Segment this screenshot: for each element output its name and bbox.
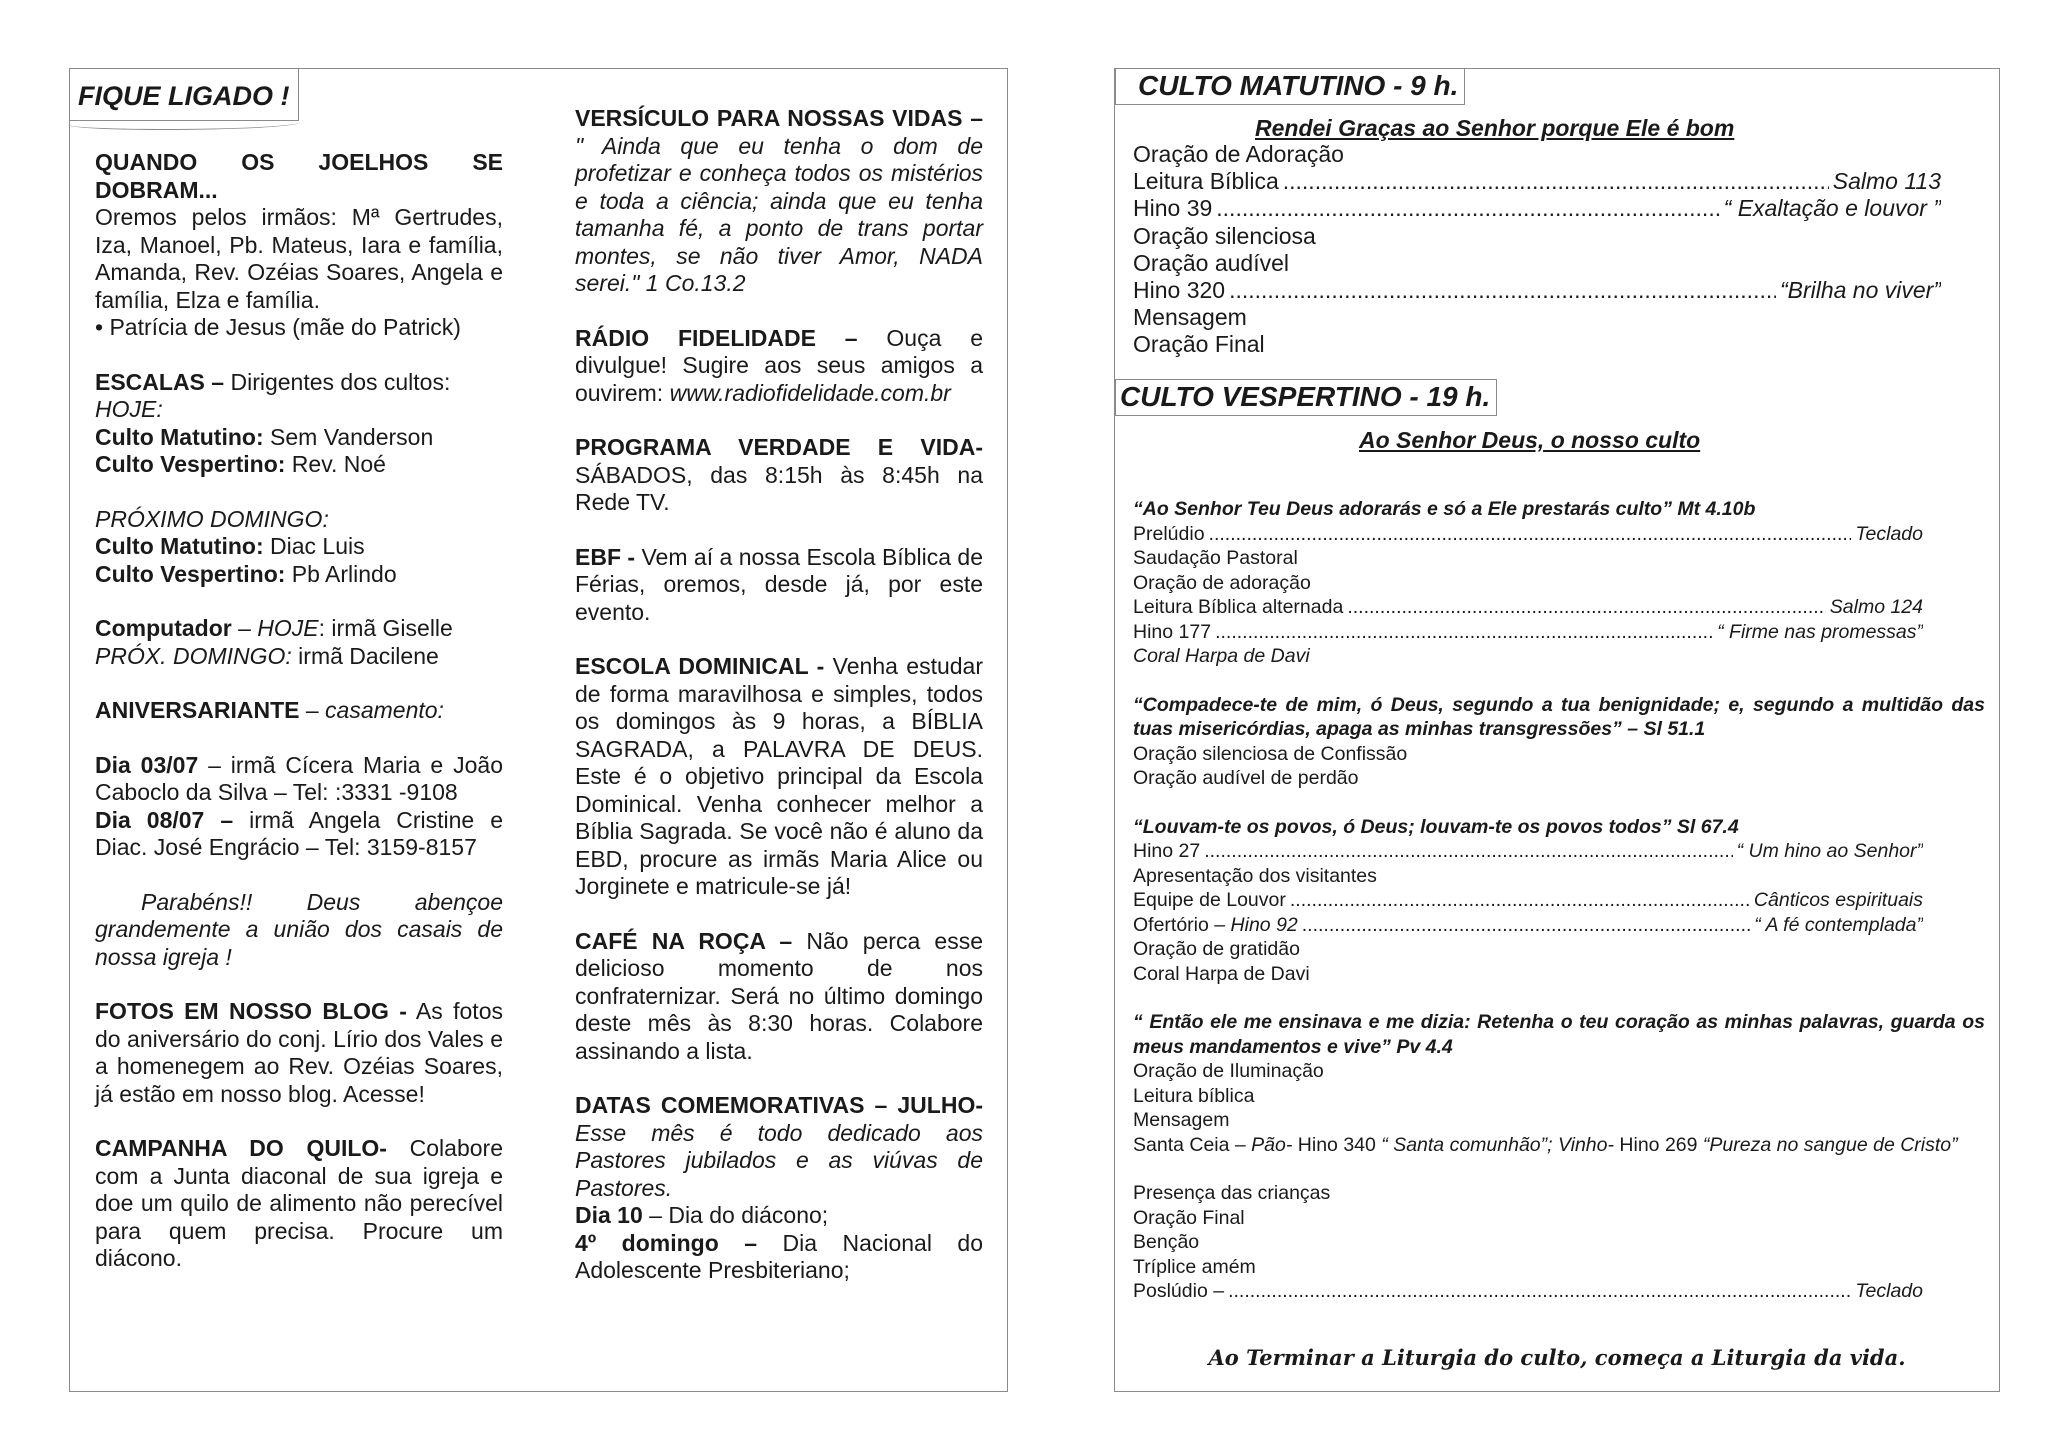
radio-fidelidade: RÁDIO FIDELIDADE – Ouça e divulgue! Sugire aos seus amigos a ouvirem: www.radiofidelidade.com.br xyxy=(575,324,984,406)
culto-matutino-list xyxy=(1133,141,1985,359)
vespertino-hoje: Culto Vespertino: Rev. Noé xyxy=(95,451,386,477)
matutino-item: Hino 320 ..... “Brilha no viver” xyxy=(1133,277,1941,304)
campanha-quilo: CAMPANHA DO QUILO- Colabore com a Junta diaconal de sua igreja e doe um quilo de alimento não perecível para quem precisa. Procure um diácono. xyxy=(95,1135,503,1271)
matutino-item: Mensagem xyxy=(1133,304,1247,331)
culto-matutino-theme: Rendei Graças ao Senhor porque Ele é bom xyxy=(1255,115,1735,141)
escalas: ESCALAS – Dirigentes dos cultos: xyxy=(95,368,451,395)
vespertino-item: Prelúdio ..... Teclado xyxy=(1133,522,1923,547)
computador-hoje: Computador – HOJE: irmã Giselle xyxy=(95,615,453,641)
vespertino-item: Oração Final xyxy=(1133,1206,1245,1229)
vespertino-item: Hino 177 ..... “ Firme nas promessas” xyxy=(1133,620,1923,645)
matutino-item: Leitura Bíblica ..... Salmo 113 xyxy=(1133,168,1941,195)
escola-dominical: ESCOLA DOMINICAL - Venha estudar de forma maravilhosa e simples, todos os domingos às 9 horas, a BÍBLIA SAGRADA, a PALAVRA DE DEUS. Este é o objetivo principal da Escola Dominical. Venha conhecer melhor a Bíblia Sagrada. Se você não é aluno da EBD, procure as irmãs Maria Alice ou Jorginete e matricule-se já! xyxy=(575,653,983,899)
vespertino-item: Ofertório – Hino 92 ..... “ A fé contemplada” xyxy=(1133,913,1923,938)
vespertino-item: Mensagem xyxy=(1133,1109,1230,1131)
matutino-item: Hino 39 ..... “ Exaltação e louvor ” xyxy=(1133,195,1941,222)
escalas-hoje: HOJE: xyxy=(95,396,163,422)
vespertino-item: Apresentação dos visitantes xyxy=(1133,864,1377,887)
coral-1: Coral Harpa de Davi xyxy=(1133,645,1310,667)
vespertino-item: Equipe de Louvor ..... Cânticos espirituais xyxy=(1133,888,1923,913)
fique-ligado-title: FIQUE LIGADO ! xyxy=(70,69,299,121)
culto-vespertino-theme: Ao Senhor Deus, o nosso culto xyxy=(1359,427,1701,453)
joelhos-text: Oremos pelos irmãos: Mª Gertrudes, Iza, Manoel, Pb. Mateus, Iara e família, Amanda, Rev. Ozéias Soares, Angela e família, Elza e família. xyxy=(95,204,503,313)
culto-matutino-title: CULTO MATUTINO - 9 h. xyxy=(1115,69,1465,105)
left-column-1 xyxy=(95,149,503,1273)
closing-line: Ao Terminar a Liturgia do culto, começa a Liturgia da vida. xyxy=(1208,1345,1906,1370)
matutino-item: Oração Final xyxy=(1133,331,1265,358)
aniversariante: ANIVERSARIANTE – casamento: xyxy=(95,697,444,723)
vespertino-item: Oração de gratidão xyxy=(1133,938,1300,960)
quote-3: “Louvam-te os povos, ó Deus; louvam-te os povos todos” Sl 67.4 xyxy=(1133,815,1739,838)
quote-4: “ Então ele me ensinava e me dizia: Retenha o teu coração as minhas palavras, guarda os meus mandamentos e vive” Pv 4.4 xyxy=(1133,1011,1985,1058)
computador-prox: PRÓX. DOMINGO: irmã Dacilene xyxy=(95,642,439,669)
vespertino-item: Oração de Iluminação xyxy=(1133,1060,1324,1082)
vespertino-item: Hino 27 ..... “ Um hino ao Senhor” xyxy=(1133,839,1923,864)
cafe-na-roca: CAFÉ NA ROÇA – Não perca esse delicioso momento de nos confraternizar. Será no último domingo deste mês às 8:30 horas. Colabore assinando a lista. xyxy=(575,927,983,1064)
vespertino-item: Benção xyxy=(1133,1231,1200,1253)
vespertino-item: Saudação Pastoral xyxy=(1133,547,1298,569)
vespertino-item: Leitura Bíblica alternada ..... Salmo 124 xyxy=(1133,595,1923,620)
joelhos-title: QUANDO OS JOELHOS SE DOBRAM... xyxy=(95,149,503,203)
aniversario-dia-1: Dia 03/07 – irmã Cícera Maria e João Caboclo da Silva – Tel: :3331 -9108 xyxy=(95,751,503,805)
left-page xyxy=(69,68,1008,1392)
domingo-4: 4º domingo – Dia Nacional do Adolescente Presbiteriano; xyxy=(575,1229,984,1283)
aniversario-dia-2: Dia 08/07 – irmã Angela Cristine e Diac. José Engrácio – Tel: 3159-8157 xyxy=(95,806,503,860)
matutino-item: Oração silenciosa xyxy=(1133,222,1316,249)
parabens: Parabéns!! Deus abençoe grandemente a união dos casais de nossa igreja ! xyxy=(95,888,503,970)
vespertino-prox: Culto Vespertino: Pb Arlindo xyxy=(95,560,397,587)
datas-comemorativas: DATAS COMEMORATIVAS – JULHO- Esse mês é todo dedicado aos Pastores jubilados e as viúvas de Pastores. xyxy=(575,1092,983,1201)
matutino-hoje: Culto Matutino: Sem Vanderson xyxy=(95,423,434,450)
culto-vespertino-list xyxy=(1133,473,1985,1304)
vespertino-item: Leitura bíblica xyxy=(1133,1084,1255,1107)
matutino-item: Oração audível xyxy=(1133,249,1289,276)
vespertino-item: Oração silenciosa de Confissão xyxy=(1133,742,1408,765)
vespertino-item: Oração de adoração xyxy=(1133,571,1311,594)
vespertino-item: Presença das crianças xyxy=(1133,1182,1331,1204)
radio-url[interactable]: www.radiofidelidade.com.br xyxy=(669,379,951,406)
culto-vespertino-title: CULTO VESPERTINO - 19 h. xyxy=(1115,379,1497,416)
vespertino-item: Tríplice amém xyxy=(1133,1255,1256,1278)
dia-10: Dia 10 – Dia do diácono; xyxy=(575,1202,829,1228)
posludio-row: Poslúdio – ..... Teclado xyxy=(1133,1279,1923,1304)
matutino-item: Oração de Adoração xyxy=(1133,141,1344,167)
left-column-2 xyxy=(575,105,983,1285)
right-page xyxy=(1114,68,2000,1392)
ebf: EBF - Vem aí a nossa Escola Bíblica de Férias, oremos, desde já, por este evento. xyxy=(575,543,983,625)
versiculo: VERSÍCULO PARA NOSSAS VIDAS – " Ainda que eu tenha o dom de profetizar e conheça todos os mistérios e toda a ciência; ainda que eu tenha tamanha fé, a ponto de trans portar montes, se não tiver Amor, NADA serei." 1 Co.13.2 xyxy=(575,105,983,296)
programa-verdade: PROGRAMA VERDADE E VIDA- SÁBADOS, das 8:15h às 8:45h na Rede TV. xyxy=(575,434,983,515)
fotos-blog: FOTOS EM NOSSO BLOG - As fotos do aniversário do conj. Lírio dos Vales e a homenegem ao Rev. Ozéias Soares, já estão em nosso blog. Acesse! xyxy=(95,998,503,1107)
joelhos-bullet: • Patrícia de Jesus (mãe do Patrick) xyxy=(95,314,461,340)
quote-1: “Ao Senhor Teu Deus adorarás e só a Ele prestarás culto” Mt 4.10b xyxy=(1133,498,1756,520)
escalas-proximo: PRÓXIMO DOMINGO: xyxy=(95,505,329,532)
matutino-prox: Culto Matutino: Diac Luis xyxy=(95,533,365,559)
vespertino-item: Coral Harpa de Davi xyxy=(1133,962,1310,985)
vespertino-item: Oração audível de perdão xyxy=(1133,767,1359,789)
santa-ceia: Santa Ceia – Pão- Hino 340 “ Santa comunhão”; Vinho- Hino 269 “Pureza no sangue de Cristo” xyxy=(1133,1133,1958,1156)
quote-2: “Compadece-te de mim, ó Deus, segundo a tua benignidade; e, segundo a multidão das tuas misericórdias, apaga as minhas transgressões” – Sl 51.1 xyxy=(1133,693,1985,740)
